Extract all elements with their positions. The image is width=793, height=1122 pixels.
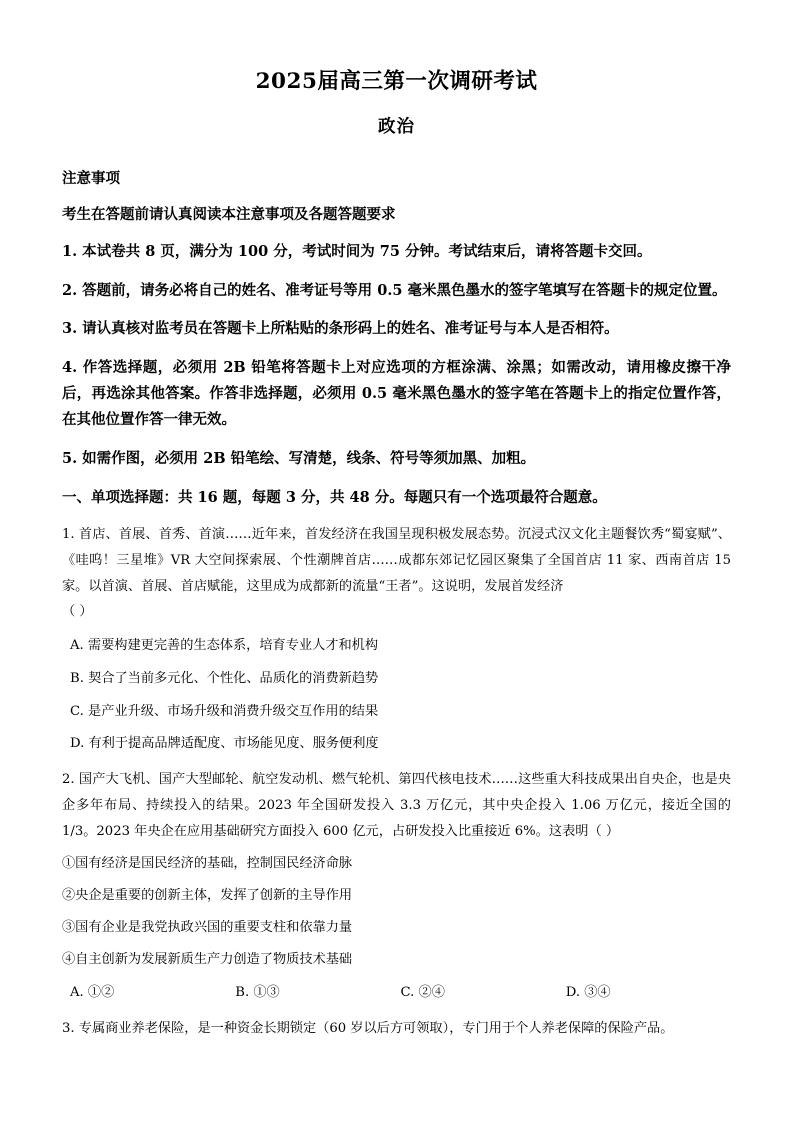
question-1-option-c[interactable]: C. 是产业升级、市场升级和消费升级交互作用的结果: [70, 703, 379, 719]
question-1-option-b[interactable]: B. 契合了当前多元化、个性化、品质化的消费新趋势: [70, 670, 379, 686]
notice-subheading: 考生在答题前请认真阅读本注意事项及各题答题要求: [62, 205, 396, 223]
section-one-heading: 一、单项选择题：共 16 题，每题 3 分，共 48 分。每题只有一个选项最符合题意。: [62, 489, 607, 507]
question-2-stem: 2. 国产大飞机、国产大型邮轮、航空发动机、燃气轮机、第四代核电技术……这些重大科技成果出自央企，也是央企多年布局、持续投入的结果。2023 年全国研发投入 3.3 万亿元，其中央企投入 1.06 万亿元，接近全国的 1/3。2023 年央企在应用基础研究方面投入 600 亿元，占研发投入比重接近 6%。这表明（ ）: [62, 772, 731, 839]
notice-item-4: 4. 作答选择题，必须用 2B 铅笔将答题卡上对应选项的方框涂满、涂黑；如需改动，请用橡皮擦干净后，再选涂其他答案。作答非选择题，必须用 0.5 毫米黑色墨水的签字笔在答题卡上的指定位置作答，在其他位置作答一律无效。: [62, 359, 731, 428]
question-3-stem: 3. 专属商业养老保险，是一种资金长期锁定（60 岁以后方可领取），专门用于个人养老保障的保险产品。: [62, 1021, 674, 1037]
question-2-statement-4: ④自主创新为发展新质生产力创造了物质技术基础: [62, 951, 353, 967]
notice-item-1: 1. 本试卷共 8 页，满分为 100 分，考试时间为 75 分钟。考试结束后，请将答题卡交回。: [62, 242, 652, 260]
question-2-statement-2: ②央企是重要的创新主体，发挥了创新的主导作用: [62, 888, 353, 904]
question-2-statement-1: ①国有经济是国民经济的基础，控制国民经济命脉: [62, 856, 353, 872]
question-2-option-c[interactable]: C. ②④: [400, 985, 445, 1001]
question-1-option-d[interactable]: D. 有利于提高品牌适配度、市场能见度、服务便利度: [70, 736, 379, 752]
question-2-option-a[interactable]: A. ①②: [70, 985, 115, 1001]
question-1-option-a[interactable]: A. 需要构建更完善的生态体系，培育专业人才和机构: [70, 638, 379, 654]
notice-item-2: 2. 答题前，请务必将自己的姓名、准考证号等用 0.5 毫米黑色墨水的签字笔填写在答题卡的规定位置。: [62, 281, 727, 299]
subject-title: 政治: [378, 117, 415, 138]
notice-heading: 注意事项: [62, 169, 120, 187]
question-2-statement-3: ③国有企业是我党执政兴国的重要支柱和依靠力量: [62, 919, 353, 935]
notice-item-3: 3. 请认真核对监考员在答题卡上所粘贴的条形码上的姓名、准考证号与本人是否相符。: [62, 320, 619, 338]
page-title: 2025届高三第一次调研考试: [255, 69, 538, 94]
question-2-option-d[interactable]: D. ③④: [565, 985, 611, 1001]
question-1-stem: 1. 首店、首展、首秀、首演……近年来，首发经济在我国呈现积极发展态势。沉浸式汉文化主题餐饮秀“蜀宴赋”、《哇呜！三星堆》VR 大空间探索展、个性潮牌首店……成都东郊记忆园区聚集了全国首店 11 家、西南首店 15 家。以首演、首展、首店赋能，这里成为成都新的流量“王者”。这说明，发展首发经济: [62, 527, 731, 594]
notice-item-5: 5. 如需作图，必须用 2B 铅笔绘、写清楚，线条、符号等须加黑、加粗。: [62, 449, 536, 467]
question-1-answer-blank: （ ）: [62, 604, 93, 620]
question-2-option-b[interactable]: B. ①③: [235, 985, 280, 1001]
question-2-options: [62, 981, 731, 1005]
